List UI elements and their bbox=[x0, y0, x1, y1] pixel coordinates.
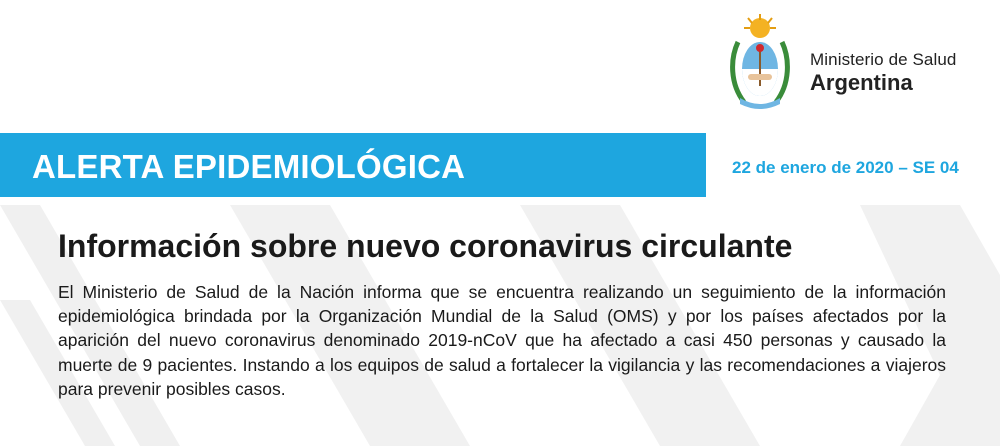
document-header bbox=[0, 0, 1000, 130]
country-name: Argentina bbox=[810, 70, 913, 95]
ministry-logo bbox=[730, 14, 990, 114]
ministry-name: Ministerio de Salud bbox=[810, 50, 957, 69]
alert-title: ALERTA EPIDEMIOLÓGICA bbox=[32, 148, 466, 185]
article-title: Información sobre nuevo coronavirus circulante bbox=[58, 228, 793, 264]
alert-date: 22 de enero de 2020 – SE 04 bbox=[732, 158, 959, 177]
article-body: El Ministerio de Salud de la Nación informa que se encuentra realizando un seguimiento de la información epidemiológica brindada por la Organización Mundial de la Salud (OMS) y por los países afectados por la aparición del nuevo coronavirus denominado 2019-nCoV que ha afectado a casi 450 personas y causado la muerte de 9 pacientes. Instando a los equipos de salud a fortalecer la vigilancia y las recomendaciones a viajeros para prevenir posibles casos. bbox=[58, 282, 946, 399]
sun-rays bbox=[744, 14, 776, 38]
argentina-coat-of-arms-icon bbox=[730, 14, 790, 114]
